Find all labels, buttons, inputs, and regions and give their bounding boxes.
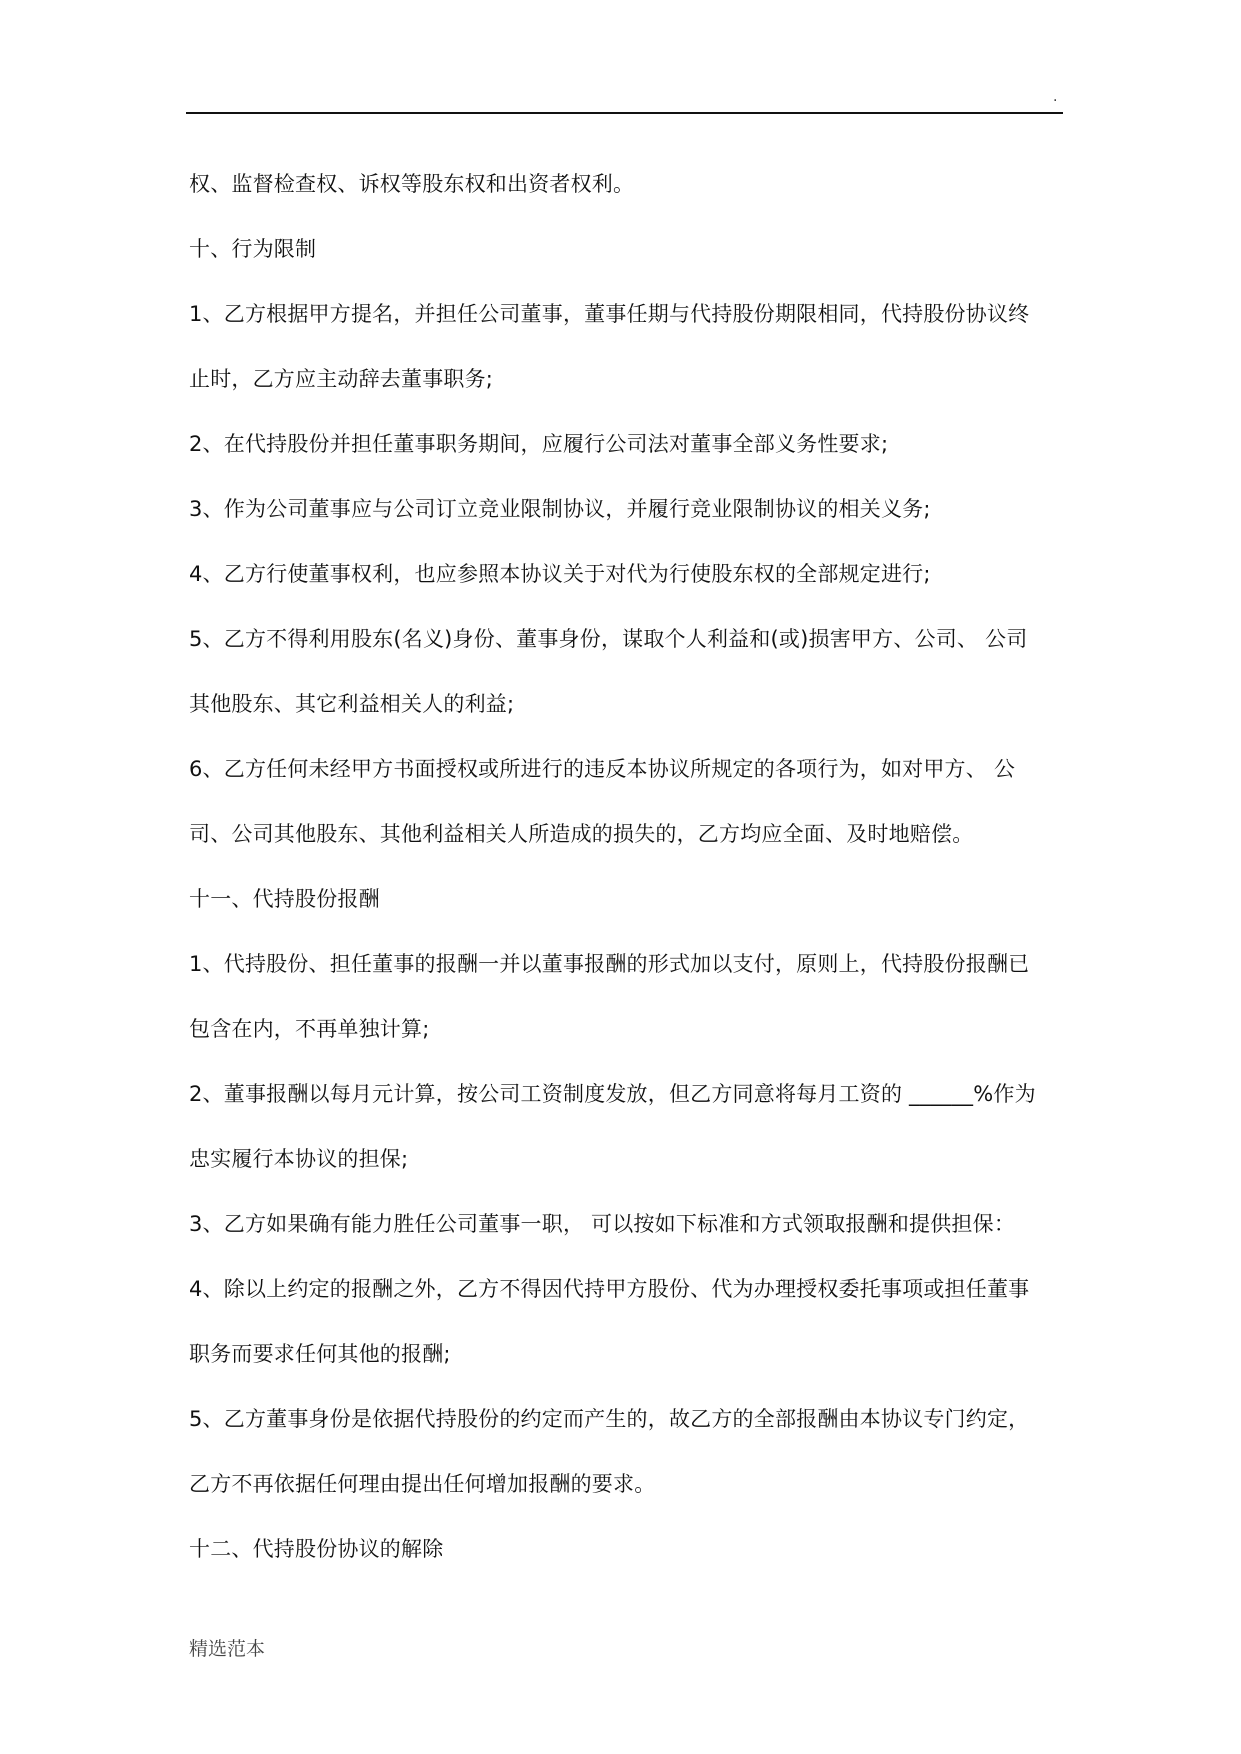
body-line: 3、作为公司董事应与公司订立竞业限制协议，并履行竞业限制协议的相关义务; [189, 497, 931, 521]
header-marker: . [1053, 89, 1058, 105]
body-line: 4、乙方行使董事权利，也应参照本协议关于对代为行使股东权的全部规定进行; [189, 562, 931, 586]
body-line: 乙方不再依据任何理由提出任何增加报酬的要求。 [189, 1472, 656, 1496]
body-line: 3、乙方如果确有能力胜任公司董事一职， 可以按如下标准和方式领取报酬和提供担保： [189, 1212, 1016, 1236]
body-line: 其他股东、其它利益相关人的利益; [189, 692, 515, 716]
footer-label: 精选范本 [189, 1638, 266, 1660]
section-heading: 十二、代持股份协议的解除 [189, 1537, 444, 1561]
body-line: 1、代持股份、担任董事的报酬一并以董事报酬的形式加以支付，原则上，代持股份报酬已 [189, 952, 1030, 976]
body-line: 1、乙方根据甲方提名，并担任公司董事，董事任期与代持股份期限相同，代持股份协议终 [189, 302, 1030, 326]
body-line: 包含在内，不再单独计算; [189, 1017, 430, 1041]
body-line: 权、监督检查权、诉权等股东权和出资者权利。 [189, 172, 635, 196]
body-line: 止时，乙方应主动辞去董事职务; [189, 367, 494, 391]
body-line: 5、乙方不得利用股东(名义)身份、董事身份，谋取个人利益和(或)损害甲方、公司、 公司 [189, 627, 1028, 651]
body-line: 6、乙方任何未经甲方书面授权或所进行的违反本协议所规定的各项行为，如对甲方、 公 [189, 757, 1016, 781]
body-line: 2、在代持股份并担任董事职务期间，应履行公司法对董事全部义务性要求; [189, 432, 889, 456]
body-line: 5、乙方董事身份是依据代持股份的约定而产生的，故乙方的全部报酬由本协议专门约定， [189, 1407, 1030, 1431]
section-heading: 十、行为限制 [189, 237, 317, 261]
body-line: 4、除以上约定的报酬之外，乙方不得因代持甲方股份、代为办理授权委托事项或担任董事 [189, 1277, 1030, 1301]
body-line: 司、公司其他股东、其他利益相关人所造成的损失的，乙方均应全面、及时地赔偿。 [189, 822, 974, 846]
body-line: 忠实履行本协议的担保; [189, 1147, 409, 1171]
body-line: 职务而要求任何其他的报酬; [189, 1342, 451, 1366]
body-line: 2、董事报酬以每月元计算，按公司工资制度发放，但乙方同意将每月工资的 ______%作为 [189, 1082, 1036, 1106]
header-rule [186, 112, 1063, 114]
section-heading: 十一、代持股份报酬 [189, 887, 380, 911]
